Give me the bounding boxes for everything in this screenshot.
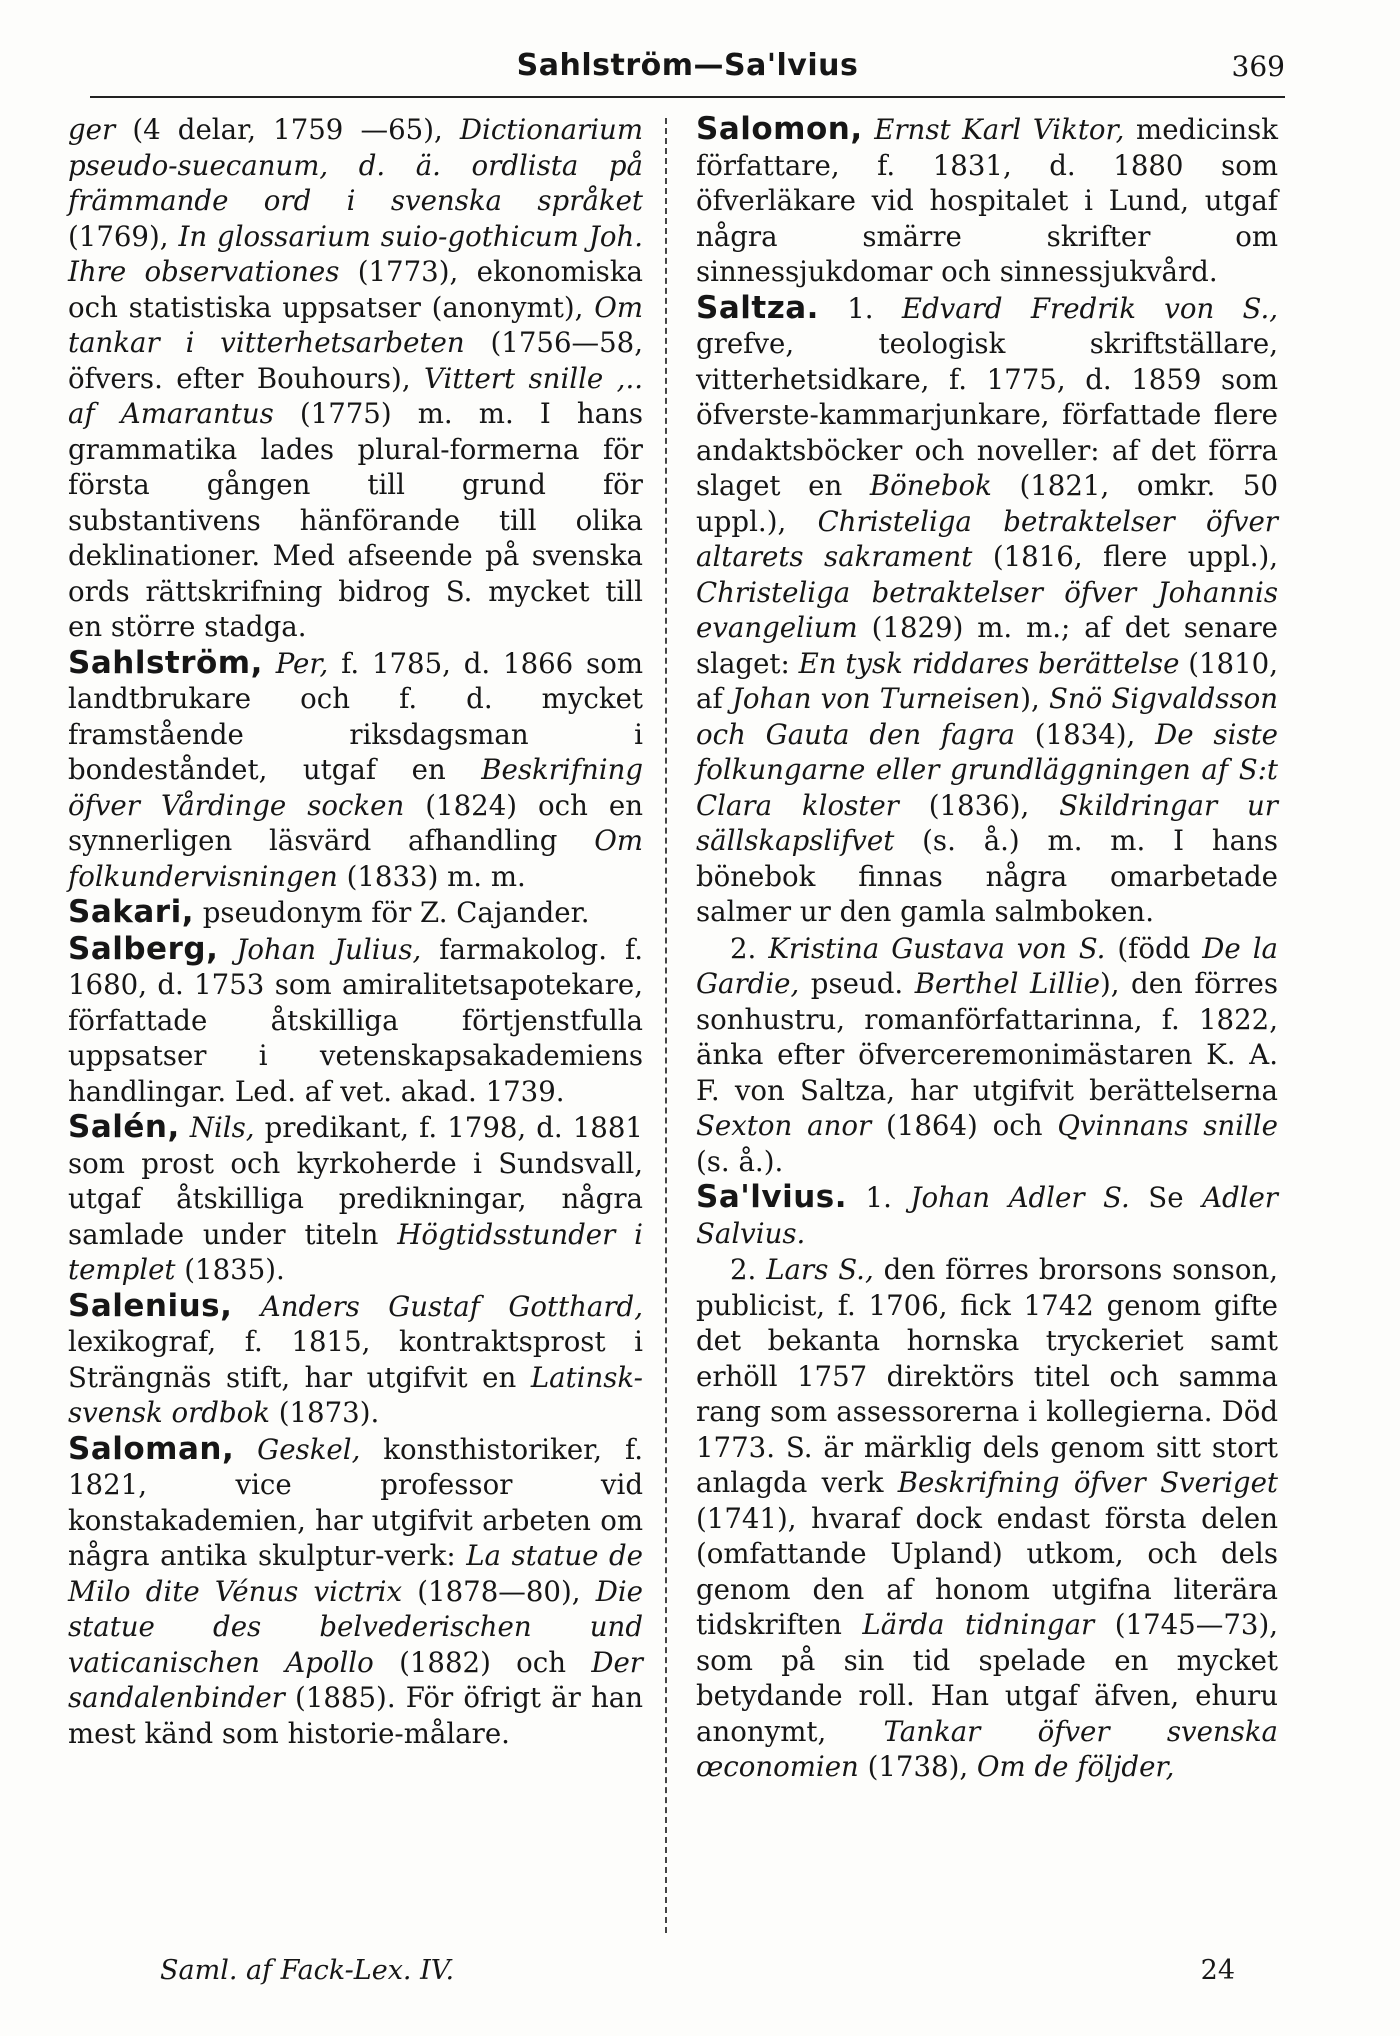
entry-text: (1775) m. m. I hans grammatika lades plural-formerna för första gången till grund för substantivens hänförande till olika deklinationer. Med afseende på svenska ords rättskrifning bidrog S. mycket till en större stadga. — [68, 397, 643, 643]
entry-headword: Sa'lvius. — [696, 1179, 847, 1215]
dictionary-entry — [696, 112, 1278, 290]
entry-text: (s. å.). — [696, 1144, 784, 1178]
entry-text: (1882) och — [373, 1645, 592, 1679]
entry-text: 2. — [730, 931, 769, 965]
entry-text: predikant, f. 1798, d. 1881 som prost och kyrkoherde i Sundsvall, utgaf åtskilliga predikningar, några samlade under titeln — [68, 1111, 643, 1251]
entry-text — [263, 647, 276, 680]
dictionary-entry — [696, 931, 1278, 1180]
italic-text: Snö Sigvaldsson och Gauta den fagra — [696, 682, 1279, 751]
entry-text: (1836), — [898, 788, 1060, 822]
dictionary-entry — [68, 1432, 643, 1752]
entry-continuation — [68, 112, 643, 645]
entry-text: (1824) och en synnerligen läsvärd afhandling — [68, 788, 643, 857]
entry-text: 1. — [847, 1181, 911, 1214]
entry-text: (1756—58, öfvers. efter Bouhours), — [68, 326, 643, 395]
italic-text: Christeliga betraktelser öfver altarets sakrament — [696, 504, 1278, 573]
entry-text: (1773), ekonomiska och statistiska uppsatser (anonymt), — [68, 255, 643, 324]
italic-text: En tysk riddares berättelse — [798, 646, 1180, 680]
italic-text: Geskel, — [257, 1432, 361, 1466]
entry-text: pseud. — [799, 967, 915, 1000]
page-number: 369 — [1231, 50, 1285, 83]
entry-headword: Sakari, — [68, 894, 194, 930]
dictionary-entry — [68, 1289, 643, 1431]
italic-text: Vittert snille ,.. af Amarantus — [68, 361, 643, 430]
italic-text: Om de följder, — [976, 1750, 1175, 1783]
page-title: Sahlström—Sa'lvius — [516, 48, 859, 83]
italic-text: In glossarium suio-gothicum Joh. Ihre observationes — [68, 219, 643, 288]
entry-headword: Saltza. — [696, 289, 819, 326]
italic-text: ger — [68, 113, 116, 146]
italic-text: Adler Salvius. — [696, 1181, 1278, 1250]
italic-text: Ernst Karl Viktor, — [874, 113, 1125, 146]
entry-text: (1738), — [858, 1750, 977, 1783]
entry-text: 2. — [730, 1253, 767, 1286]
entry-text: Se — [1129, 1181, 1203, 1214]
entry-text: f. 1785, d. 1866 som landtbrukare och f. d. mycket framstående riksdagsman i bondeståndet, utgaf en — [68, 646, 643, 786]
entry-text: (1741), hvaraf dock endast första delen (omfattande Upland) utkom, och dels genom den af honom utgifna literära tidskriften — [696, 1501, 1278, 1641]
entry-text: (1769), — [68, 219, 179, 253]
italic-text: Johan von Turneisen — [731, 682, 1021, 715]
entry-text: ), den förres sonhustru, romanförfattarinna, f. 1822, änka efter öfverceremonimästaren K. A. F. von Saltza, har utgifvit berättelserna — [696, 967, 1279, 1107]
right-column — [696, 112, 1278, 1786]
italic-text: Johan Julius, — [236, 932, 422, 966]
italic-text: Die statue des belvederischen und vaticanischen Apollo — [68, 1574, 643, 1679]
dictionary-entry — [68, 932, 643, 1110]
dictionary-entry — [68, 895, 643, 931]
entry-text: 1. — [818, 291, 902, 325]
entry-text: (1878—80), — [402, 1574, 596, 1608]
italic-text: Beskrifning öfver Vårdinge socken — [68, 753, 643, 822]
header-rule — [90, 96, 1285, 98]
dictionary-entry — [68, 646, 643, 895]
entry-text: (1821, omkr. 50 uppl.), — [696, 469, 1278, 538]
left-column — [68, 112, 643, 1752]
dictionary-entry — [696, 1180, 1278, 1251]
italic-text: Tankar öfver svenska œconomien — [696, 1714, 1278, 1783]
sheet-number: 24 — [1200, 1955, 1235, 1986]
italic-text: Om folkundervisningen — [68, 824, 643, 893]
entry-text: den förres brorsons sonson, publicist, f. 1706, fick 1742 genom gifte det bekanta hornska tryckeriet samt erhöll 1757 direktörs titel och samma rang som assessorerna i kollegierna. Död 1773. S. är märklig dels genom sitt stort anlagda verk — [696, 1253, 1278, 1499]
entry-text: (1873). — [269, 1396, 380, 1429]
entry-text: (1885). För öfrigt är han mest känd som historie-målare. — [68, 1681, 643, 1750]
entry-text: (1745—73), som på sin tid spelade en mycket betydande roll. Han utgaf äfven, ehuru anonymt, — [696, 1608, 1278, 1748]
italic-text: Dictionarium pseudo-suecanum, d. ä. ordlista på främmande ord i svenska språket — [68, 113, 643, 217]
entry-text — [863, 113, 875, 146]
signature-mark: Saml. af Fack-Lex. IV. — [160, 1955, 455, 1986]
italic-text: Latinsk-svensk ordbok — [68, 1360, 643, 1429]
italic-text: Christeliga betraktelser öfver Johannis evangelium — [696, 575, 1278, 644]
italic-text: Per, — [275, 646, 329, 680]
entry-headword: Salberg, — [68, 930, 219, 967]
entry-text: konsthistoriker, f. 1821, vice professor vid konstakademien, har utgifvit arbeten om några antika skulptur-verk: — [68, 1432, 643, 1572]
italic-text: Berthel Lillie — [914, 967, 1100, 1000]
entry-headword: Saloman, — [68, 1430, 235, 1467]
entry-text: (1829) m. m.; af det senare slaget: — [696, 611, 1278, 680]
dictionary-entry — [68, 1110, 643, 1288]
entry-headword: Salenius, — [68, 1287, 233, 1324]
italic-text: Edvard Fredrik von S., — [901, 291, 1278, 325]
italic-text: La statue de Milo dite Vénus victrix — [68, 1539, 644, 1608]
italic-text: De la Gardie, — [696, 931, 1278, 1000]
italic-text: Om tankar i vitterhetsarbeten — [68, 290, 643, 359]
italic-text: Skildringar ur sällskapslifvet — [696, 788, 1278, 857]
italic-text: Sexton anor — [696, 1109, 872, 1142]
italic-text: Johan Adler S. — [910, 1181, 1130, 1214]
entry-text: (s. å.) m. m. I hans bönebok finnas några omarbetade salmer ur den gamla salmboken. — [696, 824, 1278, 928]
page-footer — [160, 1955, 1235, 1995]
entry-text: (född — [1105, 931, 1203, 965]
italic-text: Lärda tidningar — [862, 1608, 1095, 1641]
italic-text: Lars S., — [766, 1253, 874, 1286]
italic-text: Högtidsstunder i templet — [68, 1217, 643, 1286]
italic-text: De siste folkungarne eller grundläggningen af S:t Clara kloster — [696, 717, 1278, 822]
entry-text: grefve, teologisk skriftställare, vitterhetsidkare, f. 1775, d. 1859 som öfverste-kammarjunkare, författade flere andaktsböcker och noveller: af det förra slaget en — [696, 327, 1278, 502]
entry-headword: Salén, — [68, 1109, 180, 1145]
entry-headword: Sahlström, — [68, 644, 263, 681]
italic-text: Kristina Gustava von S. — [768, 931, 1106, 965]
dictionary-entry — [696, 291, 1278, 930]
italic-text: Qvinnans snille — [1057, 1109, 1278, 1142]
running-header — [90, 40, 1285, 92]
italic-text: Beskrifning öfver Sveriget — [897, 1466, 1278, 1499]
entry-text — [234, 1433, 257, 1466]
column-divider — [665, 118, 667, 1933]
entry-text: (1835). — [175, 1253, 285, 1286]
entry-text: (1834), — [1014, 717, 1156, 751]
entry-text: medicinsk författare, f. 1831, d. 1880 som öfverläkare vid hospitalet i Lund, utgaf några smärre skrifter om sinnessjukdomar och sinnessjukvård. — [696, 113, 1278, 288]
entry-text: lexikograf, f. 1815, kontraktsprost i Strängnäs stift, har utgifvit en — [68, 1325, 643, 1394]
dictionary-entry — [696, 1252, 1278, 1785]
entry-headword: Salomon, — [696, 111, 863, 147]
entry-text: (4 delar, 1759 —65), — [115, 113, 460, 146]
italic-text: Anders Gustaf Gotthard, — [260, 1289, 643, 1323]
entry-text — [218, 933, 236, 966]
italic-text: Bönebok — [869, 469, 992, 502]
entry-text: (1810, af — [696, 646, 1278, 715]
entry-text: (1833) m. m. — [337, 859, 526, 893]
entry-text: (1864) och — [871, 1109, 1058, 1142]
entry-text: (1816, flere uppl.), — [972, 540, 1278, 573]
italic-text: Der sandalenbinder — [68, 1645, 643, 1714]
entry-text: ), — [1020, 682, 1049, 715]
entry-text — [232, 1290, 260, 1323]
entry-text: pseudonym för Z. Cajander. — [193, 896, 590, 929]
entry-text — [180, 1111, 190, 1144]
entry-text: farmakolog. f. 1680, d. 1753 som amiralitetsapotekare, författade åtskilliga förtjenstfulla uppsatser i vetenskapsakademiens handlingar. Led. af vet. akad. 1739. — [68, 932, 643, 1108]
italic-text: Nils, — [189, 1111, 255, 1144]
